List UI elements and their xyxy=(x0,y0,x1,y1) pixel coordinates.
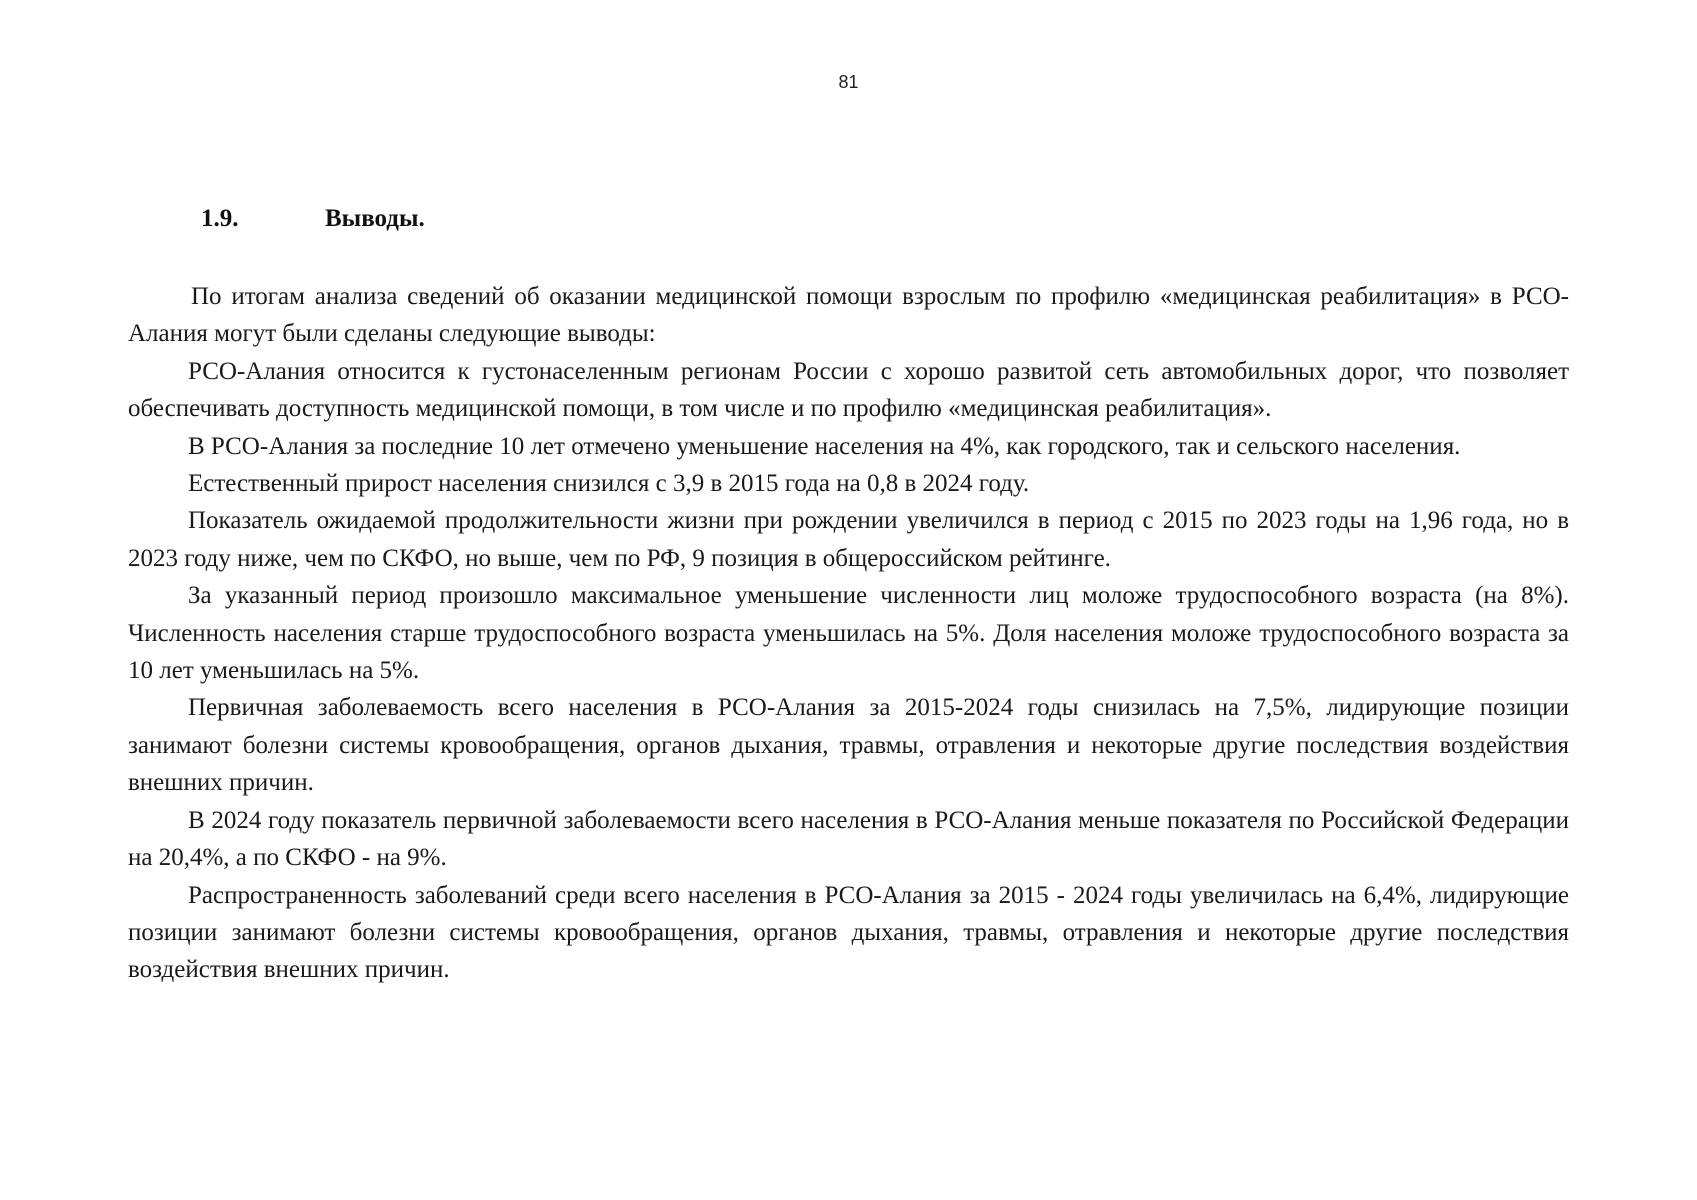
paragraph-morbidity-comparison: В 2024 году показатель первичной заболеваемости всего населения в РСО-Алания меньше показателя по Российской Федерации на 20,4%, а по СКФО - на 9%. xyxy=(128,806,1569,872)
paragraph-population: В РСО-Алания за последние 10 лет отмечено уменьшение населения на 4%, как городского, так и сельского населения. xyxy=(188,432,1461,460)
section-title: Выводы. xyxy=(325,205,425,232)
paragraph-life-expectancy: Показатель ожидаемой продолжительности жизни при рождении увеличился в период с 2015 по 2023 годы на 1,96 года, но в 2023 году ниже, чем по СКФО, но выше, чем по РФ, 9 позиция в общероссийском рейтинге. xyxy=(128,507,1569,572)
paragraph-prevalence: Распространенность заболеваний среди всего населения в РСО-Алания за 2015 - 2024 годы увеличилась на 6,4%, лидирующие позиции занимают болезни системы кровообращения, органов дыхания, травмы, отравления и некоторые другие последствия воздействия внешних причин. xyxy=(128,881,1569,984)
paragraph-age-structure: За указанный период произошло максимальное уменьшение численности лиц моложе трудоспособного возраста (на 8%). Численность населения старше трудоспособного возраста уменьшилась на 5%. Доля населения моложе трудоспособного возраста за 10 лет уменьшилась на 5%. xyxy=(128,582,1569,685)
paragraph-intro: По итогам анализа сведений об оказании медицинской помощи взрослым по профилю «медицинская реабилитация» в РСО-Алания могут были сделаны следующие выводы: xyxy=(128,283,1569,348)
page-number: 81 xyxy=(838,72,859,92)
body-text xyxy=(128,278,1569,989)
paragraph-roads: РСО-Алания относится к густонаселенным регионам России с хорошо развитой сеть автомобильных дорог, что позволяет обеспечивать доступность медицинской помощи, в том числе и по профилю «медицинская реабилитация». xyxy=(128,357,1569,423)
section-heading xyxy=(201,205,425,233)
paragraph-natural-growth: Естественный прирост населения снизился с 3,9 в 2015 года на 0,8 в 2024 году. xyxy=(188,470,1030,498)
paragraph-primary-morbidity: Первичная заболеваемость всего населения в РСО-Алания за 2015-2024 годы снизилась на 7,5%, лидирующие позиции занимают болезни системы кровообращения, органов дыхания, травмы, отравления и некоторые другие последствия воздействия внешних причин. xyxy=(128,694,1569,797)
section-number: 1.9. xyxy=(201,205,239,232)
